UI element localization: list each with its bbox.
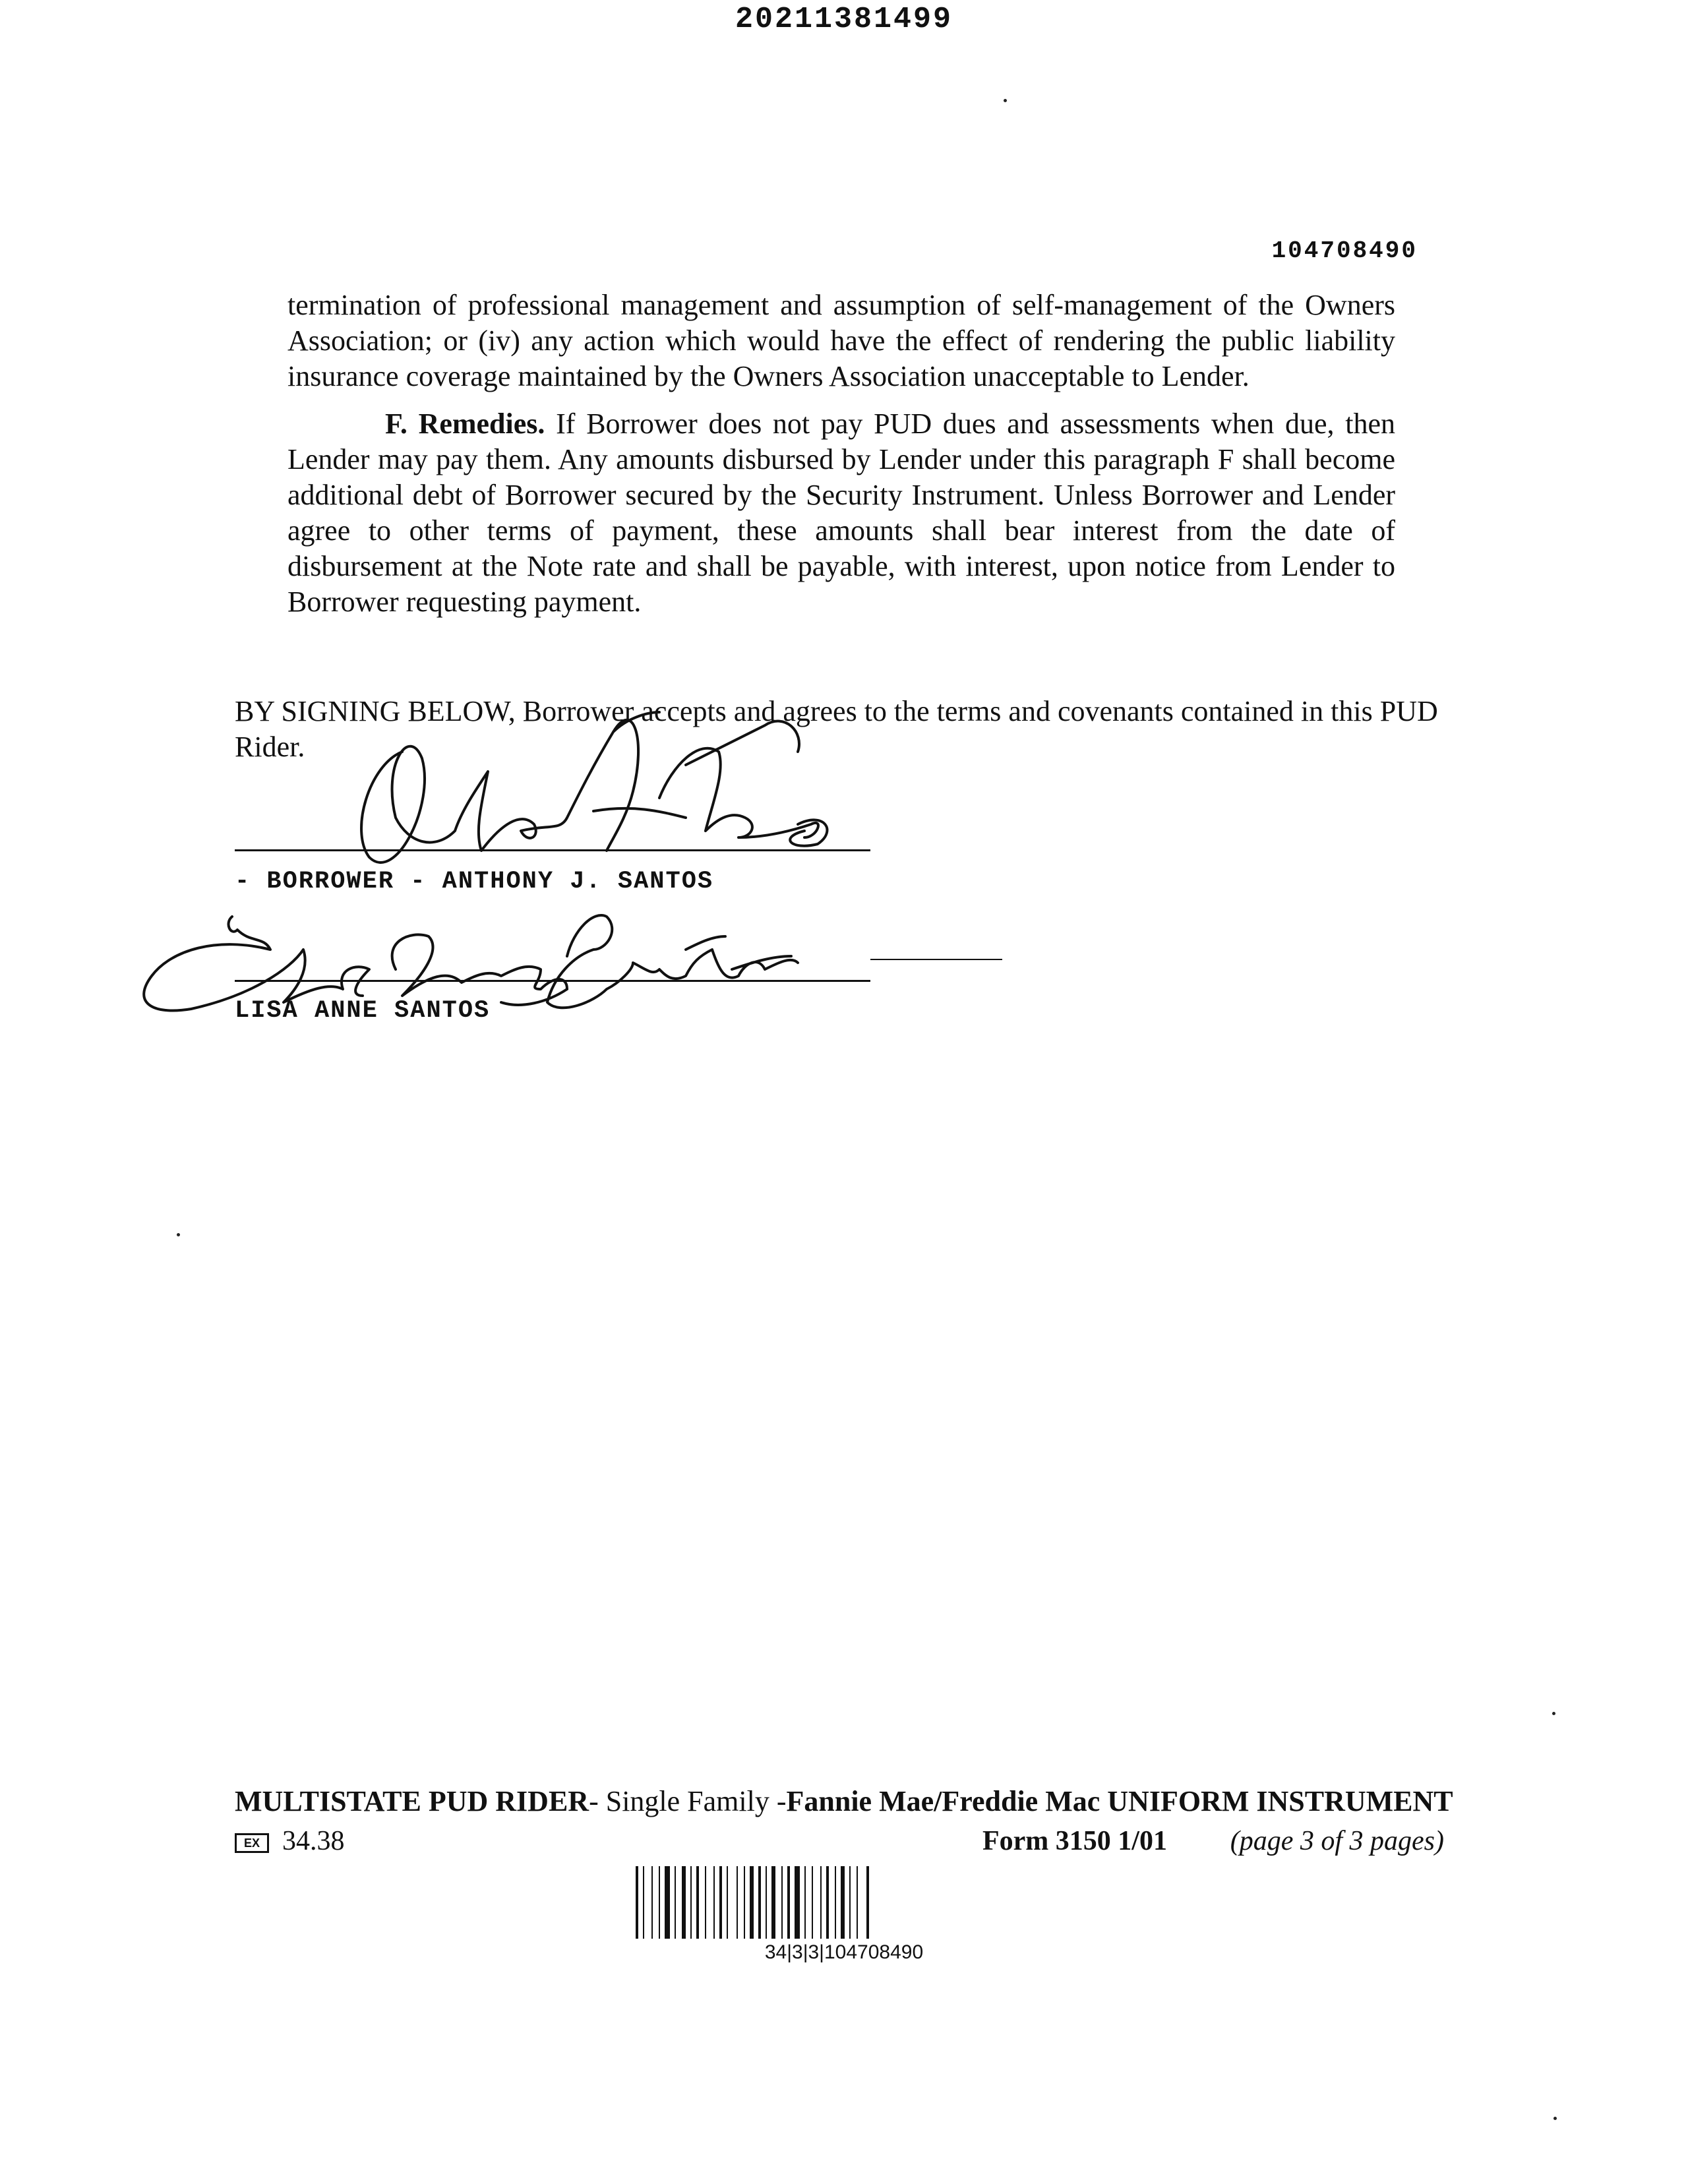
barcode-bar xyxy=(719,1866,722,1939)
barcode-bar xyxy=(820,1866,822,1939)
barcode-bar xyxy=(665,1866,670,1939)
barcode-bar xyxy=(737,1866,738,1939)
vendor-logo: EX xyxy=(235,1833,269,1853)
scan-speck xyxy=(177,1233,180,1236)
footer-title-bold-2: Fannie Mae/Freddie Mac UNIFORM INSTRUMENT xyxy=(786,1785,1453,1817)
signature-line-extension xyxy=(870,959,1002,960)
barcode-bar xyxy=(841,1866,845,1939)
footer-title-plain: - Single Family - xyxy=(589,1785,787,1817)
barcode-bar xyxy=(787,1866,790,1939)
loan-number: 104708490 xyxy=(1271,237,1418,264)
paragraph-continued xyxy=(287,288,1395,394)
scan-speck xyxy=(1553,2117,1557,2120)
footer-form-row xyxy=(235,1825,1444,1862)
barcode-bar xyxy=(705,1866,706,1939)
barcode-bar xyxy=(835,1866,836,1939)
footer-title-bold-1: MULTISTATE PUD RIDER xyxy=(235,1785,589,1817)
barcode-bar xyxy=(643,1866,644,1939)
scan-speck xyxy=(1004,99,1007,102)
barcode-bar xyxy=(804,1866,806,1939)
barcode-bar xyxy=(659,1866,660,1939)
signature-line-borrower-1 xyxy=(235,849,870,851)
footer-title xyxy=(235,1784,1453,1818)
barcode-text: 34|3|3|104708490 xyxy=(764,1941,924,1963)
paragraph-remedies xyxy=(287,406,1395,620)
barcode-bar xyxy=(781,1866,783,1939)
scan-speck xyxy=(1552,1712,1555,1715)
borrower-2-caption: LISA ANNE SANTOS xyxy=(235,997,491,1025)
barcode-bar xyxy=(682,1866,686,1939)
barcode-bar xyxy=(771,1866,775,1939)
form-number: Form 3150 1/01 xyxy=(982,1826,1167,1856)
vendor-code: 34.38 xyxy=(282,1826,345,1856)
barcode-bar xyxy=(690,1866,692,1939)
barcode-bar xyxy=(675,1866,676,1939)
barcode-bar xyxy=(866,1866,869,1939)
barcode-bar xyxy=(744,1866,745,1939)
barcode-bar xyxy=(713,1866,715,1939)
remedies-text: If Borrower does not pay PUD dues and assessments when due, then Lender may pay them. Any amounts disbursed by Lender under this paragraph F shall become additional debt of Borrower secured by the Security Instrument. Unless Borrower and Lender agree to other terms of payment, these amounts shall bear interest from the date of disbursement at the Note rate and shall be payable, with interest, upon notice from Lender to Borrower requesting payment. xyxy=(287,408,1396,618)
barcode-bar xyxy=(636,1866,638,1939)
paragraph-continued-text: termination of professional management and assumption of self-management of the Owners Association; or (iv) any action which would have the effect of rendering the public liability insurance coverage maintained by the Owners Association unacceptable to Lender. xyxy=(287,289,1395,392)
barcode xyxy=(633,1866,1055,1939)
barcode-bar xyxy=(857,1866,858,1939)
barcode-bar xyxy=(651,1866,653,1939)
barcode-bar xyxy=(849,1866,851,1939)
remedies-heading: F. Remedies. xyxy=(385,408,545,440)
barcode-bar xyxy=(826,1866,829,1939)
barcode-bar xyxy=(795,1866,800,1939)
recording-number: 20211381499 xyxy=(735,3,953,36)
page-indicator: (page 3 of 3 pages) xyxy=(1230,1826,1444,1856)
signature-lisa-santos xyxy=(144,915,798,1010)
barcode-bar xyxy=(696,1866,699,1939)
barcode-bar xyxy=(727,1866,728,1939)
signature-line-borrower-2 xyxy=(235,980,870,982)
borrower-1-caption: - BORROWER - ANTHONY J. SANTOS xyxy=(235,868,714,895)
signing-statement: BY SIGNING BELOW, Borrower accepts and agrees to the terms and covenants contained in this PUD Rider. xyxy=(235,695,1438,763)
barcode-bar xyxy=(812,1866,813,1939)
barcode-bar xyxy=(766,1866,767,1939)
barcode-bar xyxy=(758,1866,761,1939)
barcode-bar xyxy=(750,1866,754,1939)
